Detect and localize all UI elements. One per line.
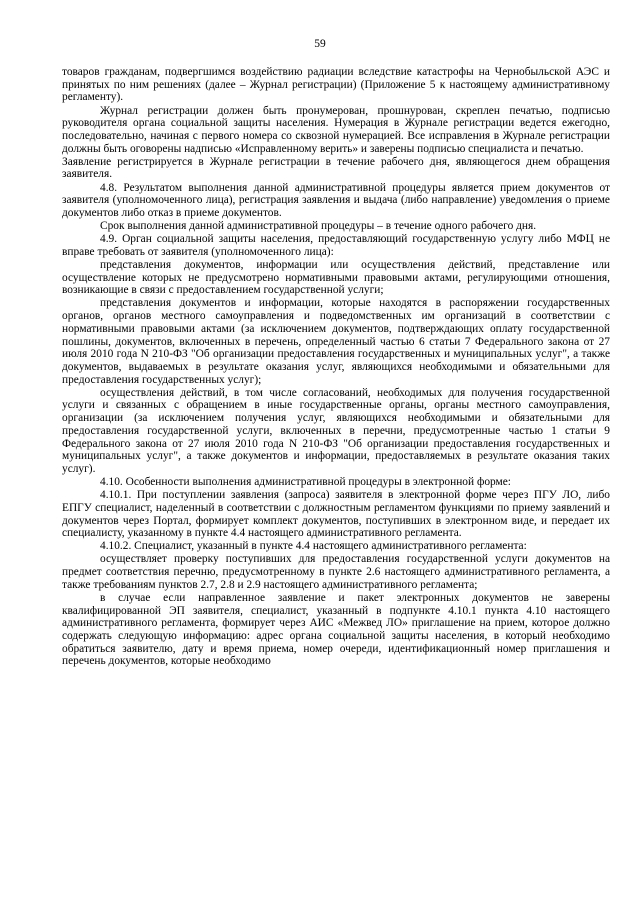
document-body (62, 66, 610, 669)
paragraph-4-10-1: 4.10.1. При поступлении заявления (запроса) заявителя в электронной форме через ПГУ ЛО, либо ЕПГУ специалист, наделенный в соответствии с должностным регламентом функциями по приему заявлений и документов через Портал, формирует комплект документов, поступивших в электронном виде, и передает их специалисту, указанному в пункте 4.4 настоящего административного регламента. (62, 489, 610, 540)
paragraph-4-9: 4.9. Орган социальной защиты населения, предоставляющий государственную услугу либо МФЦ не вправе требовать от заявителя (уполномоченного лица): (62, 233, 610, 258)
paragraph-4-10-2-check: осуществляет проверку поступивших для предоставления государственной услуги документов на предмет соответствия перечню, предусмотренному в пункте 2.6 настоящего административного регламента, а также требованиям пунктов 2.7, 2.8 и 2.9 настоящего административного регламента; (62, 553, 610, 591)
paragraph-registration-term: Заявление регистрируется в Журнале регистрации в течение рабочего дня, являющегося днем обращения заявителя. (62, 155, 610, 181)
paragraph-procedure-term: Срок выполнения данной административной процедуры – в течение одного рабочего дня. (100, 220, 537, 232)
page-number: 59 (314, 38, 326, 50)
paragraph-4-9-item-3: осуществления действий, в том числе согласований, необходимых для получения государственной услуги и связанных с обращением в иные государственные органы, органы местного самоуправления, организации (за исключением получения услуг, являющихся необходимыми и обязательными для предоставления государственной услуги, включенных в перечни, предусмотренные частью 1 статьи 9 Федерального закона от 27 июля 2010 года N 210-ФЗ "Об организации предоставления государственных и муниципальных услуг", а также документов и информации, предоставляемых в результате оказания таких услуг). (62, 386, 610, 475)
paragraph-4-10-2-invitation: в случае если направленное заявление и пакет электронных документов не заверены квалифицированной ЭП заявителя, специалист, указанный в подпункте 4.10.1 пункта 4.10 настоящего административного регламента, формирует через АИС «Межвед ЛО» приглашение на прием, которое должно содержать следующую информацию: адрес органа социальной защиты населения, в который необходимо обратиться заявителю, дату и время приема, номер очереди, идентификационный номер приглашения и перечень документов, которые необходимо (62, 591, 610, 668)
paragraph-4-10-2: 4.10.2. Специалист, указанный в пункте 4.4 настоящего административного регламента: (100, 540, 527, 553)
paragraph-4-10: 4.10. Особенности выполнения административной процедуры в электронной форме: (100, 476, 511, 489)
paragraph-journal-name: товаров гражданам, подвергшимся воздействию радиации вследствие катастрофы на Чернобыльской АЭС и принятых по ним решениях (далее – Журнал регистрации) (Приложение 5 к настоящему административному регламенту). (62, 66, 610, 104)
paragraph-4-9-item-1: представления документов, информации или осуществления действий, представление или осуществление которых не предусмотрено нормативными правовыми актами, регулирующими отношения, возникающие в связи с предоставлением государственной услуги; (62, 258, 610, 297)
paragraph-4-8-result: 4.8. Результатом выполнения данной административной процедуры является прием документов от заявителя (уполномоченного лица), регистрация заявления и выдача (либо направление) уведомления о приеме документов либо отказ в приеме документов. (62, 181, 610, 219)
paragraph-journal-requirements: Журнал регистрации должен быть пронумерован, прошнурован, скреплен печатью, подписью руководителя органа социальной защиты населения. Нумерация в Журнале регистрации ведется ежегодно, последовательно, начиная с первого номера со сквозной нумерацией. Все исправления в Журнале регистрации должны быть оговорены надписью «Исправленному верить» и заверены подписью специалиста и печатью. (62, 104, 610, 155)
paragraph-4-9-item-2: представления документов и информации, которые находятся в распоряжении государственных органов, органов местного самоуправления и подведомственных им организаций в соответствии с нормативными правовыми актами (за исключением документов, подтверждающих оплату государственной пошлины, документов, включенных в перечень, определенный частью 6 статьи 7 Федерального закона от 27 июля 2010 года N 210-ФЗ "Об организации предоставления государственных и муниципальных услуг", а также документов, выдаваемых в результате оказания услуг, являющихся необходимыми и обязательными для предоставления государственных услуг); (62, 297, 610, 386)
